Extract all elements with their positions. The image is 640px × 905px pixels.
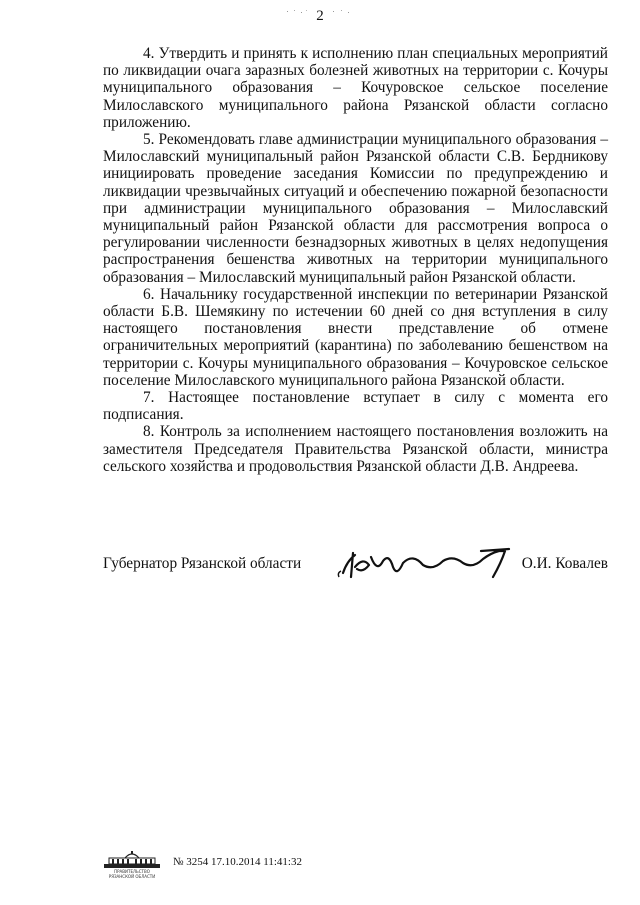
paragraph-5: 5. Рекомендовать главе администрации муниципального образования – Милославский муниципальный район Рязанской области С.В. Бердникову инициировать проведение заседания Комиссии по предупреждению и ликвидации чрезвычайных ситуаций и обеспечению пожарной безопасности при администрации муниципального образования – Милославский муниципальный район Рязанской области для рассмотрения вопроса о регулировании численности безнадзорных животных в целях недопущения распространения бешенства животных на территории муниципального образования – Милославский муниципальный район Рязанской области.	[103, 131, 608, 286]
scan-noise	[285, 8, 355, 18]
document-stamp: № 3254 17.10.2014 11:41:32	[173, 856, 302, 868]
handwritten-signature	[333, 543, 523, 587]
paragraph-7: 7. Настоящее постановление вступает в силу с момента его подписания.	[103, 389, 608, 424]
paragraph-8: 8. Контроль за исполнением настоящего постановления возложить на заместителя Председателя Правительства Рязанской области, министра сельского хозяйства и продовольствия Рязанской области Д.В. Андреева.	[103, 423, 608, 475]
signatory-title: Губернатор Рязанской области	[103, 555, 302, 572]
paragraph-6: 6. Начальнику государственной инспекции по ветеринарии Рязанской области Б.В. Шемякину по истечении 60 дней со дня вступления в силу настоящего постановления внести представление об отмене ограничительных мероприятий (карантина) по заболеванию бешенством на территории с. Кочуры муниципального образования – Кочуровское сельское поселение Милославского муниципального района Рязанской области.	[103, 285, 608, 389]
government-building-logo	[103, 850, 161, 879]
signatory-name: О.И. Ковалев	[521, 555, 608, 572]
paragraph-4: 4. Утвердить и принять к исполнению план специальных мероприятий по ликвидации очага заразных болезней животных на территории с. Кочуры муниципального образования – Кочуровское сельское поселение Милославского муниципального района Рязанской области согласно приложению.	[103, 45, 608, 131]
signature-block	[103, 543, 608, 588]
page-number: 2	[316, 8, 324, 24]
document-body	[103, 45, 608, 475]
document-footer	[103, 850, 363, 878]
logo-caption: ПРАВИТЕЛЬСТВО РЯЗАНСКОЙ ОБЛАСТИ	[108, 869, 156, 879]
